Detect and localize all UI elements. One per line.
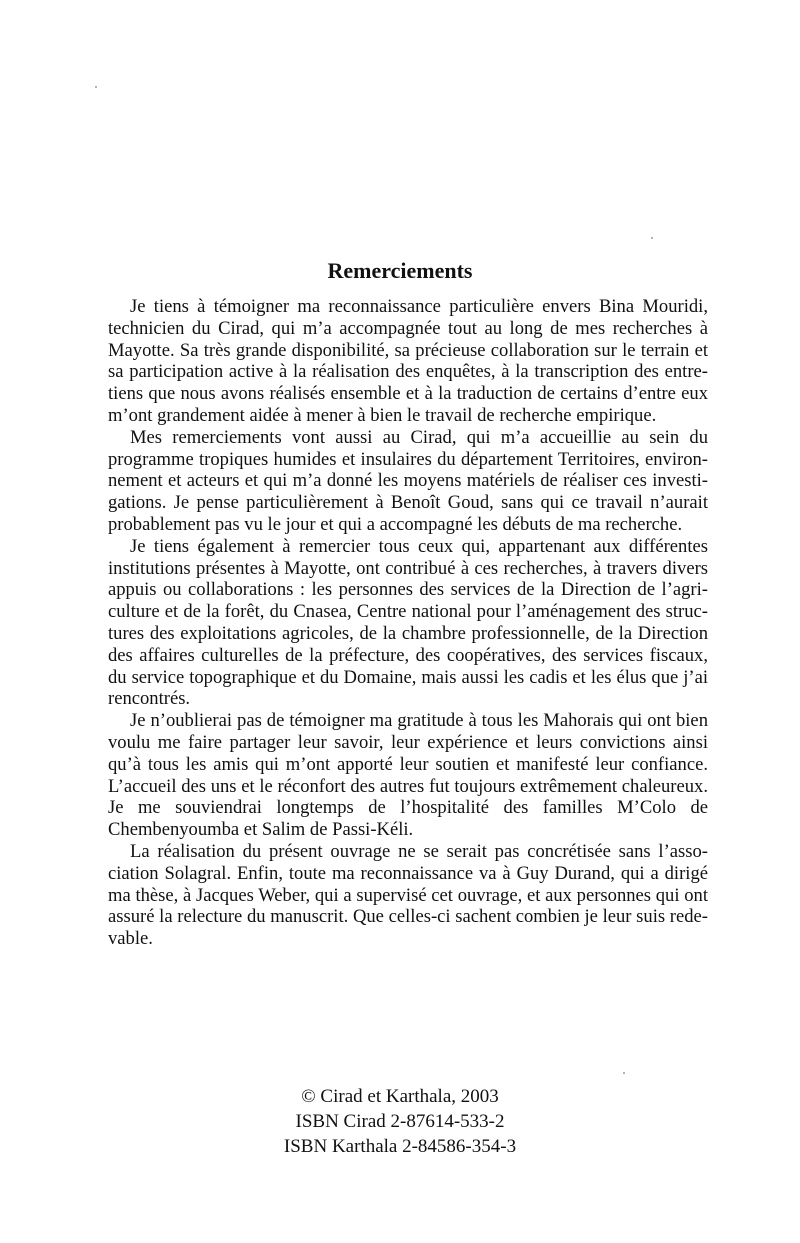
colophon	[0, 1084, 800, 1159]
page-title: Remerciements	[327, 258, 473, 283]
isbn-cirad: ISBN Cirad 2-87614-533-2	[295, 1111, 505, 1132]
scan-speck	[95, 86, 97, 88]
paragraph: Je tiens à témoigner ma reconnaissance particulière envers Bina Mouridi, technicien du Cirad, qui m’a accompagnée tout au long de mes recherches à Mayotte. Sa très grande disponibilité, sa précieuse collaboration sur le terrain et sa participation active à la réalisation des enquêtes, à la transcription des entretiens que nous avons réalisés ensemble et à la traduction de certains d’entre eux m’ont grandement aidée à mener à bien le travail de recherche empirique.	[108, 296, 708, 426]
scan-speck	[623, 1072, 625, 1074]
isbn-karthala: ISBN Karthala 2-84586-354-3	[283, 1136, 517, 1157]
acknowledgements-body	[108, 296, 708, 950]
paragraph: Je n’oublierai pas de témoigner ma gratitude à tous les Mahorais qui ont bien voulu me faire partager leur savoir, leur expérience et leurs convictions ainsi qu’à tous les amis qui m’ont apporté leur soutien et manifesté leur confiance. L’accueil des uns et le réconfort des autres fut toujours extrêmement chaleureux. Je me souviendrai longtemps de l’hospitalité des familles M’Colo de Chembenyoumba et Salim de Passi-Kéli.	[108, 710, 708, 841]
paragraph: Mes remerciements vont aussi au Cirad, qui m’a accueillie au sein du programme tropiques humides et insulaires du département Territoires, environnement et acteurs et qui m’a donné les moyens matériels de réaliser ces investigations. Je pense particulièrement à Benoît Goud, sans qui ce travail n’aurait probablement pas vu le jour et qui a accompagné les débuts de ma recherche.	[108, 426, 708, 535]
scan-speck	[651, 237, 653, 239]
copyright-notice: © Cirad et Karthala, 2003	[301, 1086, 499, 1107]
paragraph: La réalisation du présent ouvrage ne se serait pas concrétisée sans l’association Solagral. Enfin, toute ma reconnaissance va à Guy Durand, qui a dirigé ma thèse, à Jacques Weber, qui a supervisé cet ouvrage, et aux personnes qui ont assuré la relecture du manuscrit. Que celles-ci sachent combien je leur suis redevable.	[108, 840, 708, 950]
paragraph: Je tiens également à remercier tous ceux qui, appartenant aux différentes institutions présentes à Mayotte, ont contribué à ces recherches, à travers divers appuis ou collaborations : les personnes des services de la Direction de l’agriculture et de la forêt, du Cnasea, Centre national pour l’aménagement des structures des exploitations agricoles, de la chambre professionnelle, de la Direction des affaires culturelles de la préfecture, des coopératives, des services fiscaux, du service topographique et du Domaine, mais aussi les cadis et les élus que j’ai rencontrés.	[108, 535, 708, 710]
